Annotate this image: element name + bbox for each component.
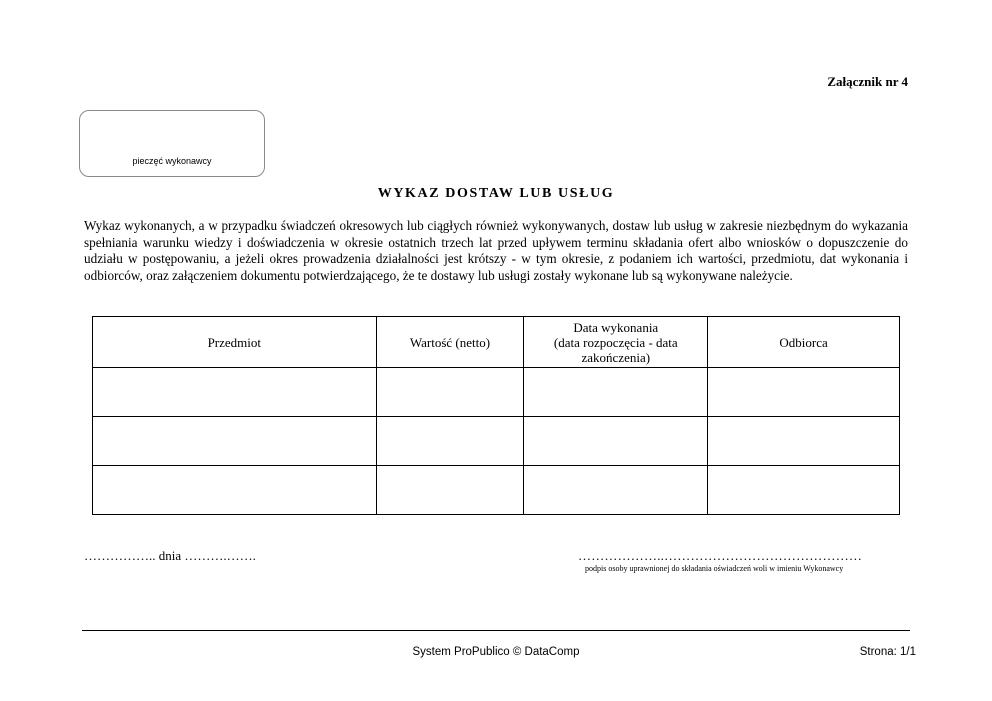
signature-caption: podpis osoby uprawnionej do składania oświadczeń woli w imieniu Wykonawcy <box>585 564 844 573</box>
table-row <box>93 417 900 466</box>
table-cell <box>376 368 524 417</box>
table-cell <box>708 417 900 466</box>
attachment-number: Załącznik nr 4 <box>827 74 908 89</box>
footer-page-number: Strona: 1/1 <box>859 646 916 658</box>
column-header-date <box>524 317 708 368</box>
table-cell <box>93 417 377 466</box>
table-cell <box>708 466 900 515</box>
table-row <box>93 466 900 515</box>
table-cell <box>93 368 377 417</box>
column-header-date-text: Data wykonania (data rozpoczęcia - data zakończenia) <box>553 319 678 365</box>
intro-paragraph: Wykaz wykonanych, a w przypadku świadczeń okresowych lub ciągłych również wykonywanych, dostaw lub usług w zakresie niezbędnym do wykazania spełniania warunku wiedzy i doświadczenia w okresie ostatnich trzech lat przed upływem terminu składania ofert albo wniosków o dopuszczenie do udziału w postępowaniu, a jeżeli okres prowadzenia działalności jest krótszy - w tym okresie, z podaniem ich wartości, przedmiotu, dat wykonania i odbiorców, oraz załączeniem dokumentu potwierdzającego, że te dostawy lub usługi zostały wykonane lub są wykonywane należycie. <box>84 218 908 283</box>
table-cell <box>376 417 524 466</box>
contractor-stamp-box <box>79 110 265 177</box>
supplies-table <box>92 316 900 515</box>
signature-line: ………………..……………………………………… <box>578 548 863 563</box>
table-cell <box>93 466 377 515</box>
column-header-recipient: Odbiorca <box>708 317 900 368</box>
table-row <box>93 368 900 417</box>
table-cell <box>708 368 900 417</box>
footer-system-credit: System ProPublico © DataComp <box>412 646 580 658</box>
footer-divider <box>82 630 910 631</box>
table-cell <box>524 368 708 417</box>
stamp-label: pieczęć wykonawcy <box>132 156 212 166</box>
column-header-value: Wartość (netto) <box>376 317 524 368</box>
column-header-subject: Przedmiot <box>93 317 377 368</box>
place-date-line: …………….. dnia ……….……. <box>84 548 256 563</box>
table-cell <box>376 466 524 515</box>
document-title: WYKAZ DOSTAW LUB USŁUG <box>377 186 615 201</box>
table-cell <box>524 417 708 466</box>
table-header-row <box>93 317 900 368</box>
table-cell <box>524 466 708 515</box>
